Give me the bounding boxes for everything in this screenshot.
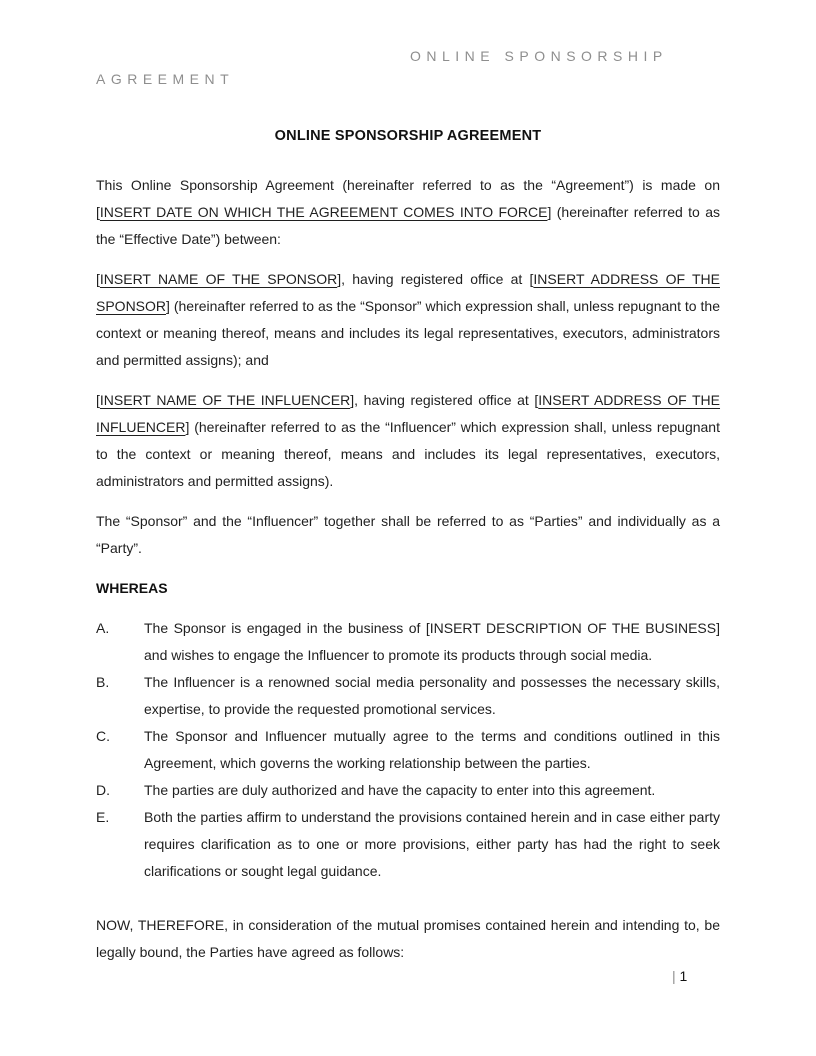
intro-text-pre: This Online Sponsorship Agreement (hereinafter referred to as the “Agreement”) is made on [ bbox=[96, 177, 720, 220]
influencer-open-bracket: [ bbox=[96, 392, 100, 408]
intro-paragraph bbox=[96, 172, 720, 253]
document-title: ONLINE SPONSORSHIP AGREEMENT bbox=[274, 128, 542, 144]
influencer-text-mid: ], having registered office at [ bbox=[350, 392, 539, 408]
recital-text: The Sponsor and Influencer mutually agree to the terms and conditions outlined in this Agreement, which governs the working relationship between the parties. bbox=[144, 728, 720, 771]
sponsor-paragraph bbox=[96, 266, 720, 374]
recital-text: The Influencer is a renowned social media personality and possesses the necessary skills, expertise, to provide the requested promotional services. bbox=[144, 674, 720, 717]
recital-item-d bbox=[96, 777, 720, 804]
whereas-heading: WHEREAS bbox=[96, 580, 168, 596]
recital-text: The Sponsor is engaged in the business of [INSERT DESCRIPTION OF THE BUSINESS] and wishes to engage the Influencer to promote its products through social media. bbox=[144, 620, 720, 663]
sponsor-text-mid: ], having registered office at [ bbox=[337, 271, 534, 287]
recital-label: D. bbox=[96, 782, 110, 798]
parties-paragraph: The “Sponsor” and the “Influencer” together shall be referred to as “Parties” and individually as a “Party”. bbox=[96, 513, 720, 556]
recital-text: The parties are duly authorized and have the capacity to enter into this agreement. bbox=[144, 782, 656, 798]
document-body bbox=[96, 126, 720, 966]
sponsor-open-bracket: [ bbox=[96, 271, 100, 287]
now-therefore-paragraph: NOW, THEREFORE, in consideration of the mutual promises contained herein and intending to, be legally bound, the Parties have agreed as follows: bbox=[96, 917, 720, 960]
recital-label: E. bbox=[96, 809, 110, 825]
insert-sponsor-name-placeholder: INSERT NAME OF THE SPONSOR bbox=[99, 271, 338, 287]
recital-item-e bbox=[96, 804, 720, 885]
recital-label: A. bbox=[96, 620, 110, 636]
running-header-line1: ONLINE SPONSORSHIP bbox=[410, 48, 668, 64]
running-header bbox=[96, 48, 720, 88]
insert-date-placeholder: INSERT DATE ON WHICH THE AGREEMENT COMES INTO FORCE bbox=[99, 204, 548, 220]
running-header-line2: AGREEMENT bbox=[96, 71, 235, 87]
recital-item-a bbox=[96, 615, 720, 669]
recital-label: B. bbox=[96, 674, 110, 690]
insert-influencer-address-placeholder: INSERT ADDRESS OF THE INFLUENCER bbox=[96, 392, 721, 435]
recital-item-c bbox=[96, 723, 720, 777]
page-number bbox=[672, 967, 687, 985]
influencer-paragraph bbox=[96, 387, 720, 495]
recital-label: C. bbox=[96, 728, 110, 744]
footer-separator: | bbox=[672, 968, 676, 984]
insert-sponsor-address-placeholder: INSERT ADDRESS OF THE SPONSOR bbox=[96, 271, 720, 314]
sponsor-text-rest: ] (hereinafter referred to as the “Sponsor” which expression shall, unless repugnant to the context or meaning thereof, means and includes its legal representatives, executors, administrators and permitted assigns); and bbox=[96, 298, 720, 368]
influencer-text-rest: ] (hereinafter referred to as the “Influencer” which expression shall, unless repugnant to the context or meaning thereof, means and includes its legal representatives, executors, administrators and permitted assigns). bbox=[96, 419, 720, 489]
intro-text-post: ] (hereinafter referred to as the “Effective Date”) between: bbox=[96, 204, 720, 247]
recital-item-b bbox=[96, 669, 720, 723]
insert-influencer-name-placeholder: INSERT NAME OF THE INFLUENCER bbox=[99, 392, 351, 408]
recital-text: Both the parties affirm to understand the provisions contained herein and in case either party requires clarification as to one or more provisions, either party has had the right to seek clarifications or sought legal guidance. bbox=[144, 809, 720, 879]
footer-page-number: 1 bbox=[679, 968, 688, 984]
